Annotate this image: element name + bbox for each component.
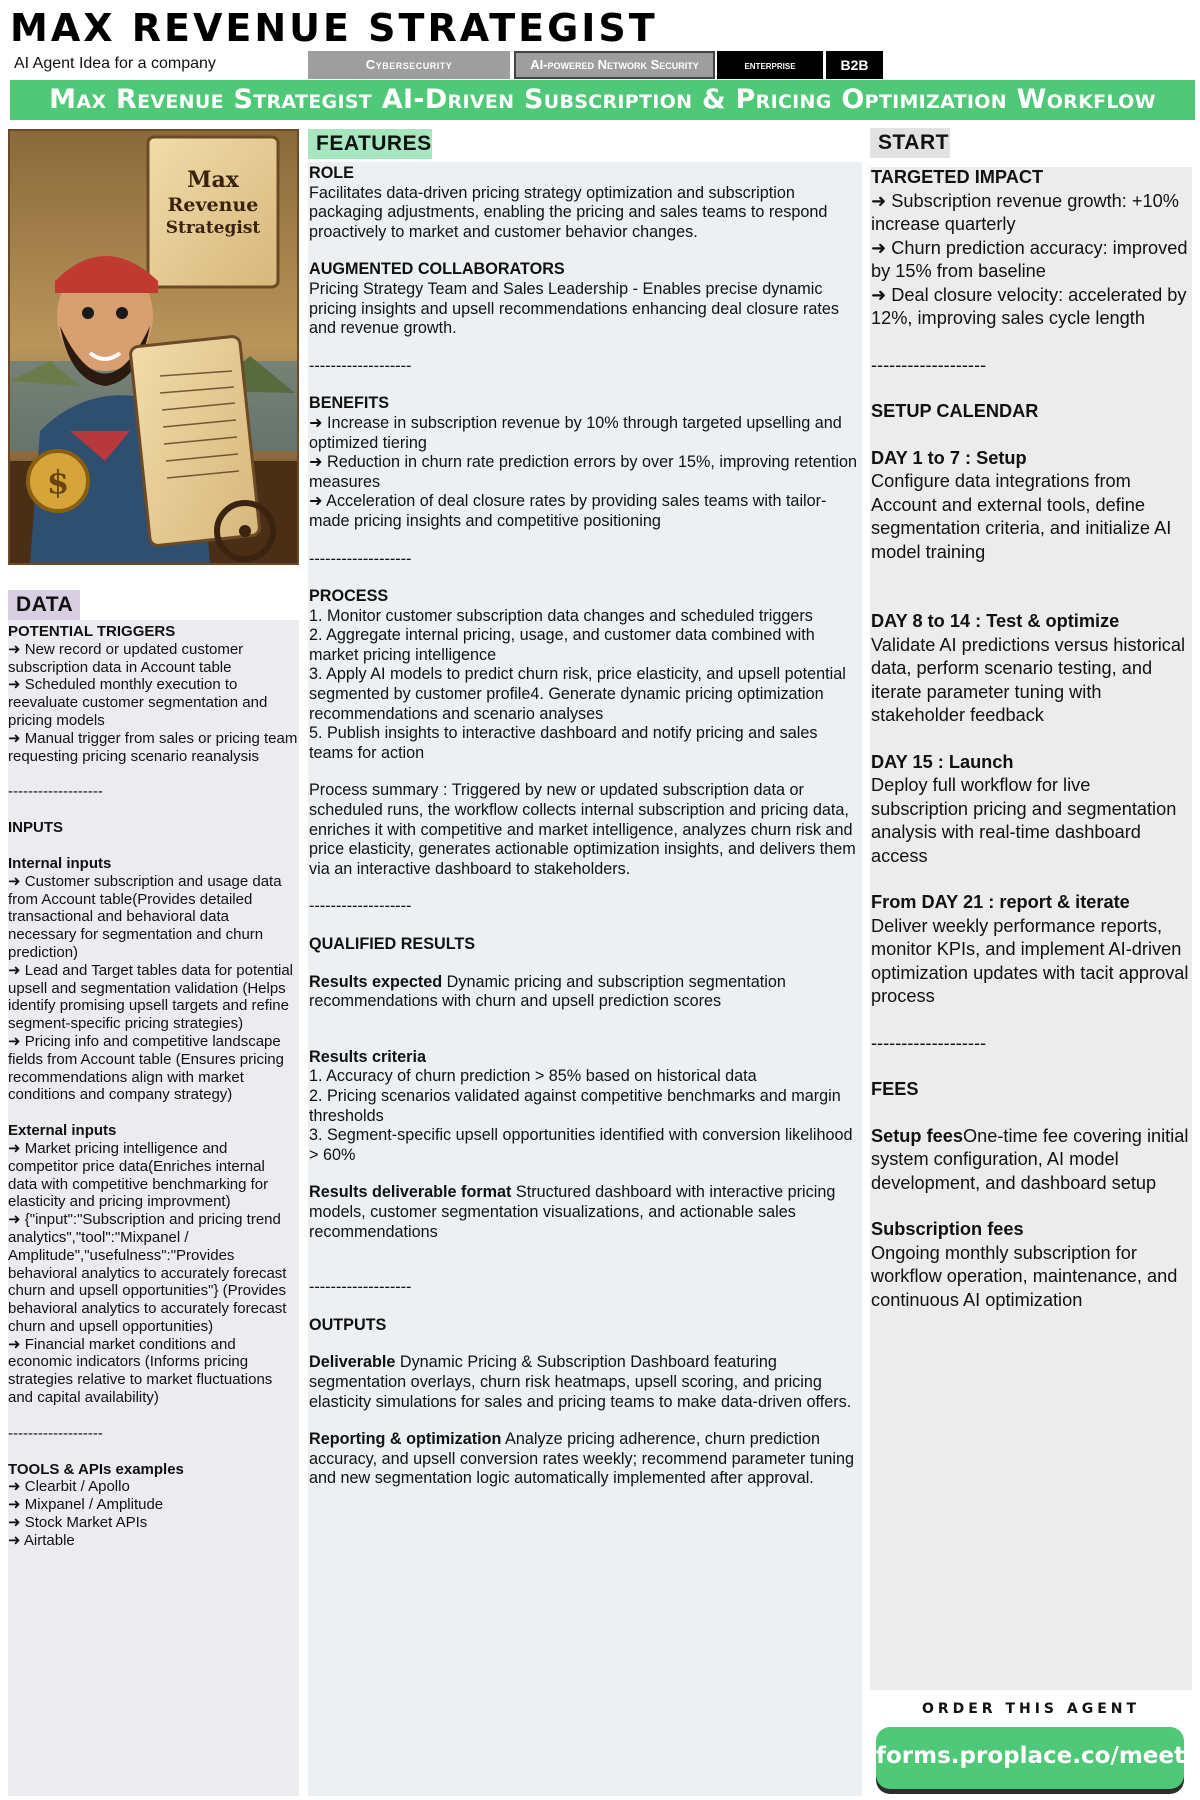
trigger-item: ➜ New record or updated customer subscription data in Account table [8,640,244,676]
results-criteria-heading: Results criteria [309,1047,426,1066]
external-input-item: ➜ Financial market conditions and economic indicators (Informs pricing strategies relative to market fluctuations and capital availability) [8,1335,273,1407]
benefit-item: ➜ Reduction in churn rate prediction errors by over 15%, improving retention measures [309,453,858,491]
role-heading: ROLE [309,164,354,182]
setup-fees-text: One-time fee covering initial system configuration, AI model development, and dashboard setup [871,1125,1189,1193]
deliverable-text: Dynamic Pricing & Subscription Dashboard featuring segmentation overlays, churn risk heatmaps, upsell scoring, and pricing elasticity simulations for sales and pricing teams to make data-driven offers. [309,1353,852,1411]
day1-text: Configure data integrations from Account and external tools, define segmentation criteria, and initialize AI model training [871,471,1172,562]
process-heading: PROCESS [309,587,389,606]
fees-heading: FEES [871,1079,919,1099]
impact-item: ➜ Subscription revenue growth: +10% increase quarterly [871,190,1179,234]
day15-heading: DAY 15 : Launch [871,751,1014,772]
deliverable-format-label: Results deliverable format [309,1183,512,1202]
tool-item: ➜ Stock Market APIs [8,1514,148,1532]
criteria-item: 1. Accuracy of churn prediction > 85% based on historical data [309,1067,757,1086]
tools-heading: TOOLS & APIs examples [8,1460,184,1478]
external-inputs-heading: External inputs [8,1122,117,1140]
order-link-button[interactable]: forms.proplace.co/meet [876,1727,1184,1789]
internal-inputs-heading: Internal inputs [8,854,112,872]
pirate-strategist-image [10,131,297,563]
reporting-label: Reporting & optimization [309,1430,502,1449]
divider: ------------------- [871,1032,987,1053]
impact-item: ➜ Churn prediction accuracy: improved by 15% from baseline [871,237,1188,281]
poster-title-line-2: Revenue [167,194,259,216]
benefit-item: ➜ Increase in subscription revenue by 10% through targeted upselling and optimized tiering [309,413,842,452]
page-subtitle: AI Agent Idea for a company [14,55,216,72]
data-section-badge: DATA [8,590,80,620]
calendar-heading: SETUP CALENDAR [871,401,1039,421]
order-label: ORDER THIS AGENT [921,1701,1141,1717]
potential-triggers-heading: POTENTIAL TRIGGERS [8,623,176,640]
results-expected-label: Results expected [309,972,443,991]
tag-b2b: B2B [826,51,883,79]
internal-input-item: ➜ Pricing info and competitive landscape fields from Account table (Ensures pricing recommendations align with market conditions and company strategy) [8,1032,284,1104]
qualified-results-heading: QUALIFIED RESULTS [309,935,476,953]
internal-input-item: ➜ Lead and Target tables data for potential upsell and segmentation validation (Helps identify promising upsell targets and refine segment-specific pricing strategies) [8,961,293,1033]
process-step: 1. Monitor customer subscription data changes and scheduled triggers [309,606,813,625]
tag-cybersecurity: Cybersecurity [308,51,510,79]
deliverable-format-text: Structured dashboard with interactive pricing models, customer segmentation visualizations, and actionable sales recommendations [309,1183,836,1241]
divider: ------------------- [309,549,412,568]
features-section-content [309,164,861,1489]
day21-text: Deliver weekly performance reports, monitor KPIs, and implement AI-driven optimization updates with tacit approval process [871,915,1189,1006]
workflow-banner: Max Revenue Strategist AI-Driven Subscription & Pricing Optimization Workflow [10,80,1195,120]
trigger-item: ➜ Scheduled monthly execution to reevaluate customer segmentation and pricing models [8,676,268,729]
collaborators-text: Pricing Strategy Team and Sales Leadership - Enables precise dynamic pricing insights and upsell recommendations enhancing deal closure rates and revenue growth. [309,279,839,338]
tool-item: ➜ Clearbit / Apollo [8,1478,130,1496]
day21-heading: From DAY 21 : report & iterate [871,892,1130,912]
reporting [309,1430,861,1489]
process-step: 5. Publish insights to interactive dashboard and notify pricing and sales teams for action [309,724,818,762]
external-input-item: ➜ Market pricing intelligence and competitor price data(Enriches internal data with competitive benchmarking for elasticity and pricing improvment) [8,1139,269,1211]
setup-fees [871,1125,1191,1196]
process-summary: Process summary : Triggered by new or updated subscription data or scheduled runs, the workflow collects internal subscription and pricing data, enriches it with competitive and market intelligence, analyzes churn risk and price elasticity, generates actionable optimization insights, and delivers them via an interactive dashboard to stakeholders. [309,781,856,878]
benefit-item: ➜ Acceleration of deal closure rates by providing sales teams with tailor-made pricing insights and competitive positioning [309,492,827,530]
inputs-heading: INPUTS [8,819,64,837]
criteria-item: 2. Pricing scenarios validated against competitive benchmarks and margin thresholds [309,1086,841,1125]
results-expected [309,973,861,1012]
process-step: 3. Apply AI models to predict churn risk, price elasticity, and upsell potential segmented by customer profile4. Generate dynamic pricing optimization recommendations and scenario analyses [309,665,846,723]
start-section-content [871,166,1191,1312]
tag-ai-network-security: AI-powered Network Security [514,51,715,79]
deliverable-format [309,1183,861,1242]
tag-enterprise: enterprise [717,51,823,79]
svg-text:$: $ [46,463,70,501]
features-section-badge: FEATURES [308,129,432,159]
external-input-item: ➜ {"input":"Subscription and pricing trend analytics","tool":"Mixpanel / Amplitude","usefulness":"Provides behavioral analytics to accurately forecast churn and upsell opportunities"} (Provides behavioral analytics to accurately forecast churn and upsell opportunities) [8,1211,287,1335]
pirate-illustration [8,129,299,565]
impact-item: ➜ Deal closure velocity: accelerated by 12%, improving sales cycle length [871,284,1187,328]
reporting-text: Analyze pricing adherence, churn prediction accuracy, and upsell conversion rates weekly; recommend parameter tuning and new segmentation logic automatically implemented after approval. [309,1430,854,1488]
divider: ------------------- [8,1424,103,1442]
impact-heading: TARGETED IMPACT [871,167,1044,187]
divider: ------------------- [871,354,987,375]
subscription-fees-text: Ongoing monthly subscription for workflow operation, maintenance, and continuous AI optimization [871,1242,1178,1310]
deliverable [309,1353,861,1412]
criteria-item: 3. Segment-specific upsell opportunities identified with conversion likelihood > 60% [309,1126,853,1164]
divider: ------------------- [309,1278,412,1297]
role-text: Facilitates data-driven pricing strategy optimization and subscription packaging adjustments, enabling the pricing and sales teams to respond proactively to market and customer behavior changes. [309,183,828,241]
trigger-item: ➜ Manual trigger from sales or pricing team requesting pricing scenario reanalysis [8,729,298,765]
collaborators-heading: AUGMENTED COLLABORATORS [309,260,565,279]
process-step: 2. Aggregate internal pricing, usage, and customer data combined with market pricing intelligence [309,626,815,664]
divider: ------------------- [8,783,103,801]
day15-text: Deploy full workflow for live subscription pricing and segmentation analysis with real-time dashboard access [871,775,1177,866]
internal-input-item: ➜ Customer subscription and usage data from Account table(Provides detailed transactional and behavioral data necessary for segmentation and churn prediction) [8,872,282,961]
setup-fees-label: Setup fees [871,1125,963,1146]
data-section-content [8,623,298,1550]
tool-item: ➜ Mixpanel / Amplitude [8,1496,164,1514]
divider: ------------------- [309,356,412,375]
results-expected-text: Dynamic pricing and subscription segmentation recommendations with churn and upsell prediction scores [309,972,786,1011]
day1-heading: DAY 1 to 7 : Setup [871,447,1027,468]
benefits-heading: BENEFITS [309,394,390,413]
deliverable-label: Deliverable [309,1353,396,1372]
outputs-heading: OUTPUTS [309,1315,387,1334]
day8-text: Validate AI predictions versus historical data, perform scenario testing, and iterate parameter tuning with stakeholder feedback [871,634,1186,725]
tool-item: ➜ Airtable [8,1531,75,1549]
start-section-badge: START [870,128,950,158]
divider: ------------------- [309,897,412,916]
day8-heading: DAY 8 to 14 : Test & optimize [871,611,1120,631]
poster-title-line-1: Max [187,167,239,193]
poster-title-line-3: Strategist [165,218,261,238]
subscription-fees-heading: Subscription fees [871,1219,1024,1239]
page-title: MAX REVENUE STRATEGIST [10,6,658,50]
